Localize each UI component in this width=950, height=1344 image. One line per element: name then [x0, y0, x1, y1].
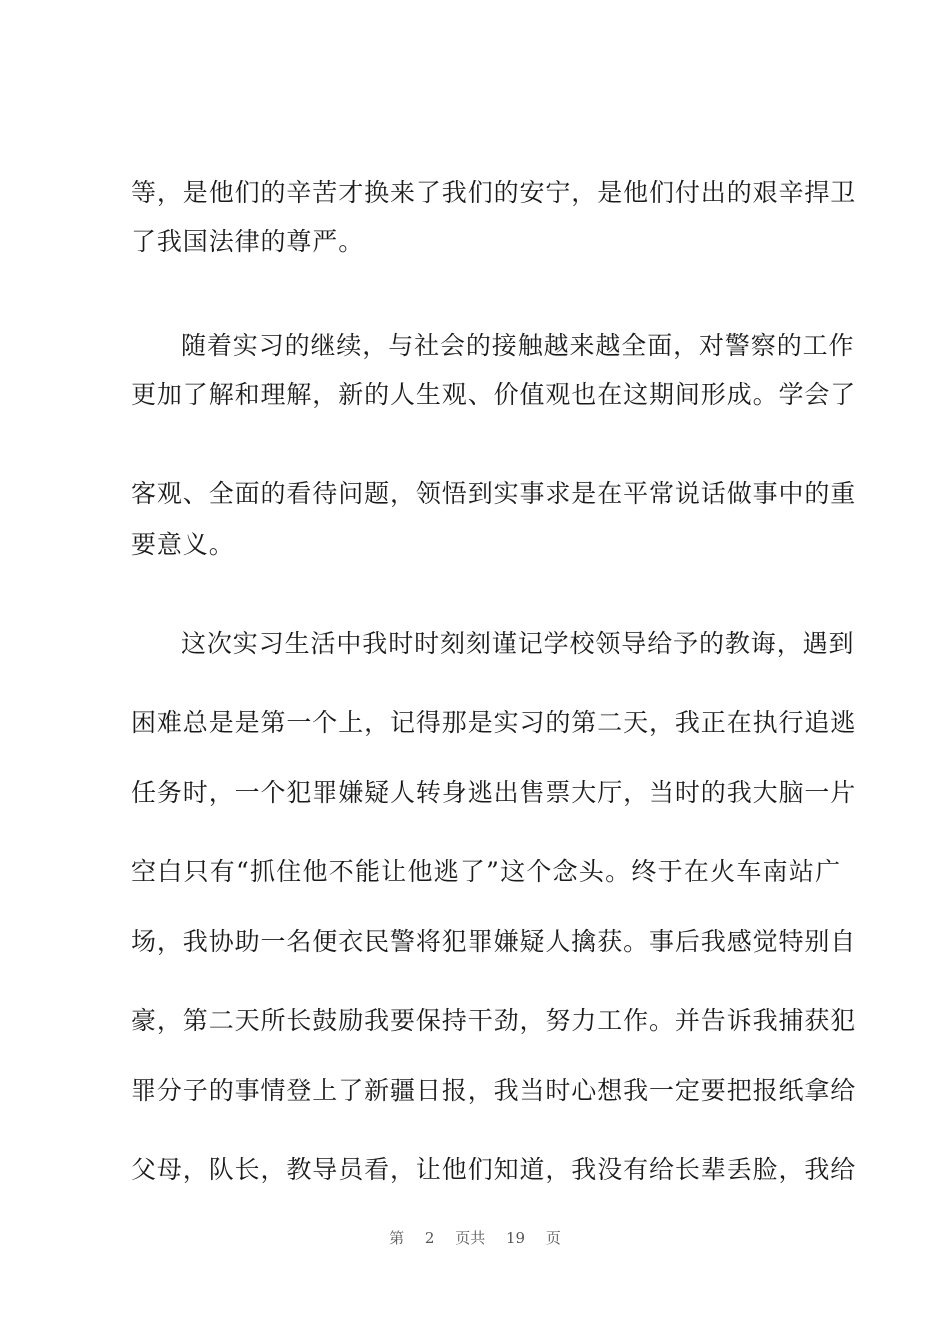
text-line: 豪，第二天所长鼓励我要保持干劲，努力工作。并告诉我捕获犯: [131, 1006, 857, 1035]
footer-suffix: 页: [545, 1229, 561, 1247]
footer-prefix: 第: [389, 1229, 405, 1247]
footer-middle: 页共: [455, 1229, 486, 1247]
footer-total-pages: 19: [506, 1229, 526, 1247]
text-line: 罪分子的事情登上了新疆日报，我当时心想我一定要把报纸拿给: [131, 1076, 857, 1105]
paragraph-first-line: 这次实习生活中我时时刻刻谨记学校领导给予的教诲，遇到: [181, 629, 855, 658]
text-line: 等，是他们的辛苦才换来了我们的安宁，是他们付出的艰辛捍卫: [131, 178, 857, 207]
text-line: 客观、全面的看待问题，领悟到实事求是在平常说话做事中的重: [131, 479, 857, 508]
text-line: 了我国法律的尊严。: [131, 227, 365, 256]
text-line: 要意义。: [131, 530, 235, 559]
text-line: 任务时，一个犯罪嫌疑人转身逃出售票大厅，当时的我大脑一片: [131, 778, 857, 807]
paragraph-first-line: 随着实习的继续，与社会的接触越来越全面，对警察的工作: [181, 331, 855, 360]
page-footer: [0, 1227, 950, 1248]
text-line: 场，我协助一名便衣民警将犯罪嫌疑人擒获。事后我感觉特别自: [131, 927, 857, 956]
footer-page-number: 2: [424, 1229, 435, 1247]
text-line: 父母，队长，教导员看，让他们知道，我没有给长辈丢脸，我给: [131, 1155, 857, 1184]
text-line: 困难总是是第一个上，记得那是实习的第二天，我正在执行追逃: [131, 708, 857, 737]
text-line: 更加了解和理解，新的人生观、价值观也在这期间形成。学会了: [131, 380, 857, 409]
text-line: 空白只有“抓住他不能让他逃了”这个念头。终于在火车南站广: [131, 857, 841, 886]
